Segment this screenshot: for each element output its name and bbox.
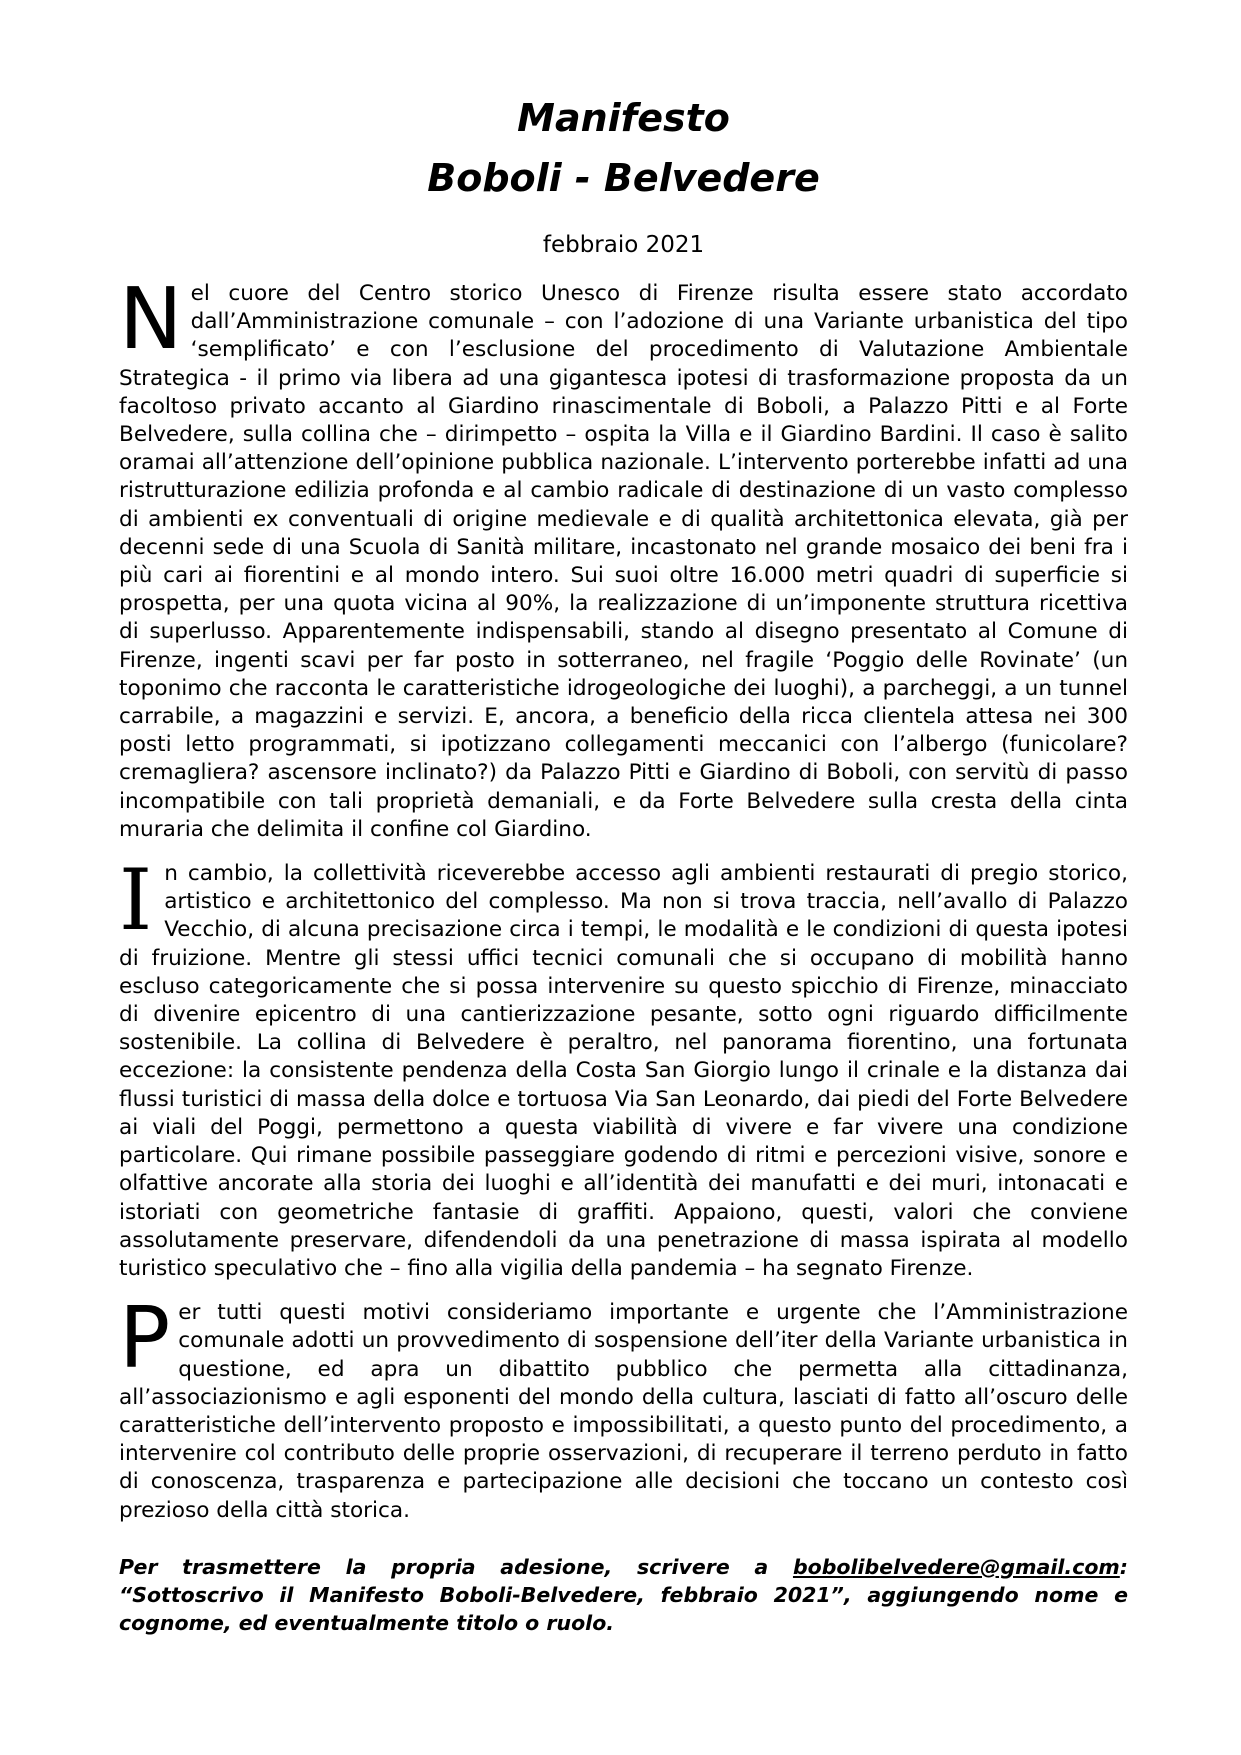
paragraph-2 (119, 851, 1128, 1283)
dropcap-i: I (119, 851, 153, 950)
document-title (119, 88, 1128, 208)
document-date: febbraio 2021 (542, 232, 705, 258)
paragraph-3 (119, 1289, 1128, 1525)
closing-text-before: Per trasmettere la propria adesione, scrivere a (119, 1554, 793, 1579)
paragraph-1-text: el cuore del Centro storico Unesco di Firenze risulta essere stato accordato dall’Amministrazione comunale – con l’adozione di una Variante urbanistica del tipo ‘semplificato’ e con l’esclusione del procedimento di Valutazione Ambientale Strategica - il primo via libera ad una gigantesca ipotesi di trasformazione proposta da un facoltoso privato accanto al Giardino rinascimentale di Boboli, a Palazzo Pitti e al Forte Belvedere, sulla collina che – dirimpetto – ospita la Villa e il Giardino Bardini. Il caso è salito oramai all’attenzione dell’opinione pubblica nazionale. L’intervento porterebbe infatti ad una ristrutturazione edilizia profonda e al cambio radicale di destinazione di un vasto complesso di ambienti ex conventuali di origine medievale e di qualità architettonica elevata, già per decenni sede di una Scuola di Sanità militare, incastonato nel grande mosaico dei beni fra i più cari ai fiorentini e al mondo intero. Sui suoi oltre 16.000 metri quadri di superficie si prospetta, per una quota vicina al 90%, la realizzazione di un’imponente struttura ricettiva di superlusso. Apparentemente indispensabili, stando al disegno presentato al Comune di Firenze, ingenti scavi per far posto in sotterraneo, nel fragile ‘Poggio delle Rovinate’ (un toponimo che racconta le caratteristiche idrogeologiche dei luoghi), a parcheggi, a un tunnel carrabile, a magazzini e servizi. E, ancora, a beneficio della ricca clientela attesa nei 300 posti letto programmati, si ipotizzano collegamenti meccanici con l’albergo (funicolare? cremagliera? ascensore inclinato?) da Palazzo Pitti e Giardino di Boboli, con servitù di passo incompatibile con tali proprietà demaniali, e da Forte Belvedere sulla cresta della cinta muraria che delimita il confine col Giardino. (119, 281, 1128, 842)
paragraph-2-text: n cambio, la collettività riceverebbe accesso agli ambienti restaurati di pregio storico, artistico e architettonico del complesso. Ma non si trova traccia, nell’avallo di Palazzo Vecchio, di alcuna precisazione circa i tempi, le modalità e le condizioni di questa ipotesi di fruizione. Mentre gli stessi uffici tecnici comunali che si occupano di mobilità hanno escluso categoricamente che si possa intervenire su questo spicchio di Firenze, minacciato di divenire epicentro di una cantierizzazione pesante, sotto ogni riguardo difficilmente sostenibile. La collina di Belvedere è peraltro, nel panorama fiorentino, una fortunata eccezione: la consistente pendenza della Costa San Giorgio lungo il crinale e la distanza dai flussi turistici di massa della dolce e tortuosa Via San Leonardo, dai piedi del Forte Belvedere ai viali del Poggi, permettono a questa viabilità di vivere e far vivere una condizione particolare. Qui rimane possibile passeggiare godendo di ritmi e percezioni visive, sonore e olfattive ancorate alla storia dei luoghi e all’identità dei manufatti e dei muri, intonacati e istoriati con geometriche fantasie di graffiti. Appaiono, questi, valori che conviene assolutamente preservare, difendendoli da una penetrazione di massa ispirata al modello turistico speculativo che – fino alla vigilia della pandemia – ha segnato Firenze. (119, 861, 1128, 1281)
document-page (119, 88, 1128, 1657)
closing-text-after: : “Sottoscrivo il Manifesto Boboli-Belvedere, febbraio 2021”, aggiungendo nome e cognome, ed eventualmente titolo o ruolo. (119, 1554, 1128, 1635)
dropcap-n: N (119, 270, 183, 369)
paragraph-3-text: er tutti questi motivi consideriamo importante e urgente che l’Amministrazione comunale adotti un provvedimento di sospensione dell’iter della Variante urbanistica in questione, ed apra un dibattito pubblico che permetta alla cittadinanza, all’associazionismo e agli esponenti del mondo della cultura, lasciati di fatto all’oscuro delle caratteristiche dell’intervento proposto e impossibilitati, a questo punto del procedimento, a intervenire col contributo delle proprie osservazioni, di recuperare il terreno perduto in fatto di conoscenza, trasparenza e partecipazione alle decisioni che toccano un contesto così prezioso della città storica. (119, 1300, 1128, 1523)
title-line-2: Boboli - Belvedere (427, 156, 820, 200)
closing-note (119, 1553, 1128, 1637)
email-link[interactable]: bobolibelvedere@gmail.com (792, 1554, 1120, 1579)
title-line-1: Manifesto (517, 96, 730, 140)
dropcap-p: P (119, 1289, 171, 1389)
paragraph-1 (119, 270, 1128, 844)
